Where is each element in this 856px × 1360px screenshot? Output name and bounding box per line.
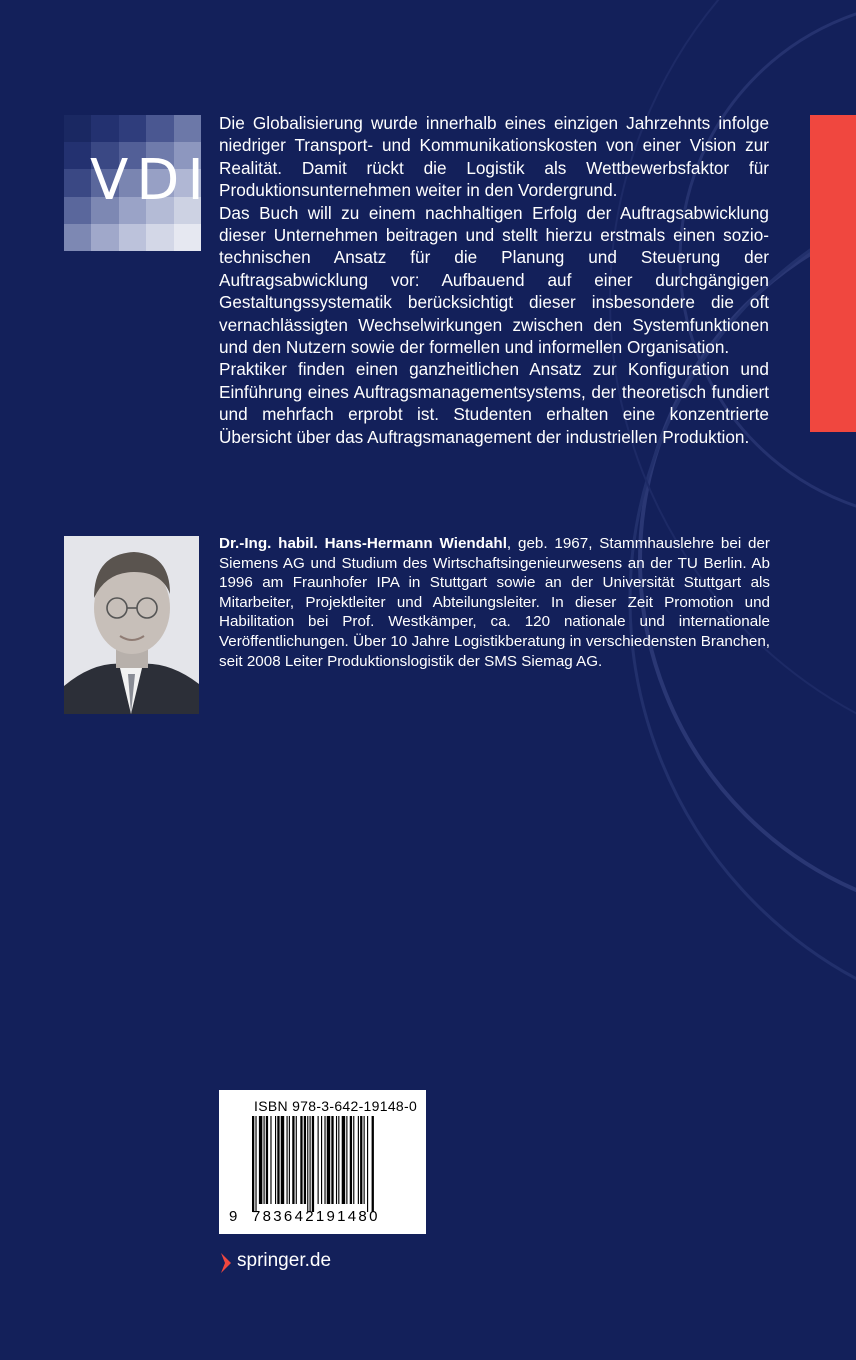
website-link[interactable]: springer.de <box>237 1250 332 1271</box>
barcode-bar <box>372 1116 374 1212</box>
blurb-paragraph: Die Globalisierung wurde innerhalb eines einzigen Jahrzehnts infolge niedriger Transport- und Kommunikationskosten von einer Vision zur Realität. Damit rückt die Logistik als Wettbewerbsfaktor für Produktionsunternehmen weiter in den Vordergrund. <box>219 113 769 201</box>
barcode-bar <box>327 1116 330 1204</box>
barcode-bar <box>307 1116 308 1212</box>
barcode-bar <box>331 1116 333 1204</box>
barcode-bar <box>296 1116 297 1204</box>
barcode-bar <box>266 1116 268 1204</box>
vdi-logo-text: VDI <box>90 148 212 213</box>
barcode-bar <box>338 1116 339 1204</box>
book-blurb <box>219 112 769 448</box>
barcode-bar <box>255 1116 256 1212</box>
barcode-bar <box>270 1116 271 1204</box>
barcode-bar <box>292 1116 294 1204</box>
author-name: Dr.-Ing. habil. Hans-Hermann Wiendahl <box>219 535 507 552</box>
barcode-bar <box>324 1116 325 1204</box>
barcode-bar <box>287 1116 288 1204</box>
barcode-bar <box>358 1116 359 1204</box>
isbn-digit-first: 9 <box>229 1208 238 1225</box>
barcode-bar <box>342 1116 345 1204</box>
barcode-bar <box>281 1116 284 1204</box>
barcode-bar <box>304 1116 306 1204</box>
barcode-bar <box>264 1116 265 1204</box>
barcode-bar <box>346 1116 347 1204</box>
barcode-bar <box>289 1116 290 1204</box>
author-photo <box>64 536 199 714</box>
author-bio-text: , geb. 1967, Stammhauslehre bei der Siemens AG und Studium des Wirtschaftsingenieurwesens an der TU Berlin. Ab 1996 am Fraunhofer IPA in Stuttgart sowie an der Universität Stuttgart als Mitarbeiter, Projektleiter und Abteilungsleiter. In dieser Zeit Promotion und Habilitation bei Prof. Westkämper, ca. 120 nationale und internationale Veröffentlichungen. Über 10 Jahre Logistikberatung in verschiedensten Branchen, seit 2008 Leiter Produktionslogistik der SMS Siemag AG. <box>219 535 770 670</box>
barcode-bar <box>364 1116 365 1204</box>
barcode-bar <box>350 1116 352 1204</box>
barcode-bar <box>336 1116 337 1204</box>
barcode-bar <box>321 1116 322 1204</box>
barcode-bar <box>353 1116 354 1204</box>
barcode-bar <box>259 1116 262 1204</box>
barcode-bar <box>360 1116 362 1204</box>
accent-bar <box>810 115 856 432</box>
isbn-label: ISBN 978-3-642-19148-0 <box>254 1098 418 1114</box>
barcode-bar <box>277 1116 279 1204</box>
isbn-digits: 783642191480 <box>252 1208 380 1225</box>
vdi-logo <box>64 115 212 251</box>
barcode-bar <box>312 1116 314 1212</box>
barcode-bar <box>310 1116 311 1212</box>
barcode-bar <box>318 1116 319 1204</box>
barcode-bar <box>367 1116 368 1212</box>
blurb-paragraph: Das Buch will zu einem nachhaltigen Erfolg der Auftragsabwicklung dieser Unternehmen beitragen und stellt hierzu erstmals einen sozio-technischen Ansatz für die Planung und Steuerung der Auftragsabwicklung vor: Aufbauend auf einer durchgängigen Gestaltungssystematik berücksichtigt dieser insbesondere die oft vernachlässigten Wechselwirkungen zwischen den Systemfunktionen und den Nutzern sowie der formellen und informellen Organisation. <box>219 202 769 358</box>
isbn-barcode <box>219 1090 426 1234</box>
author-bio <box>219 534 770 671</box>
blurb-paragraph: Praktiker finden einen ganzheitlichen Ansatz zur Konfiguration und Einführung eines Auftragsmanagementsystems, der theoretisch fundiert und mehrfach erprobt ist. Studenten erhalten eine konzentrierte Übersicht über das Auftragsmanagement der industriellen Produktion. <box>219 359 769 447</box>
chevron-right-icon <box>219 1252 233 1274</box>
barcode-bar <box>300 1116 302 1204</box>
barcode-bar <box>275 1116 276 1204</box>
barcode-bar <box>252 1116 254 1212</box>
